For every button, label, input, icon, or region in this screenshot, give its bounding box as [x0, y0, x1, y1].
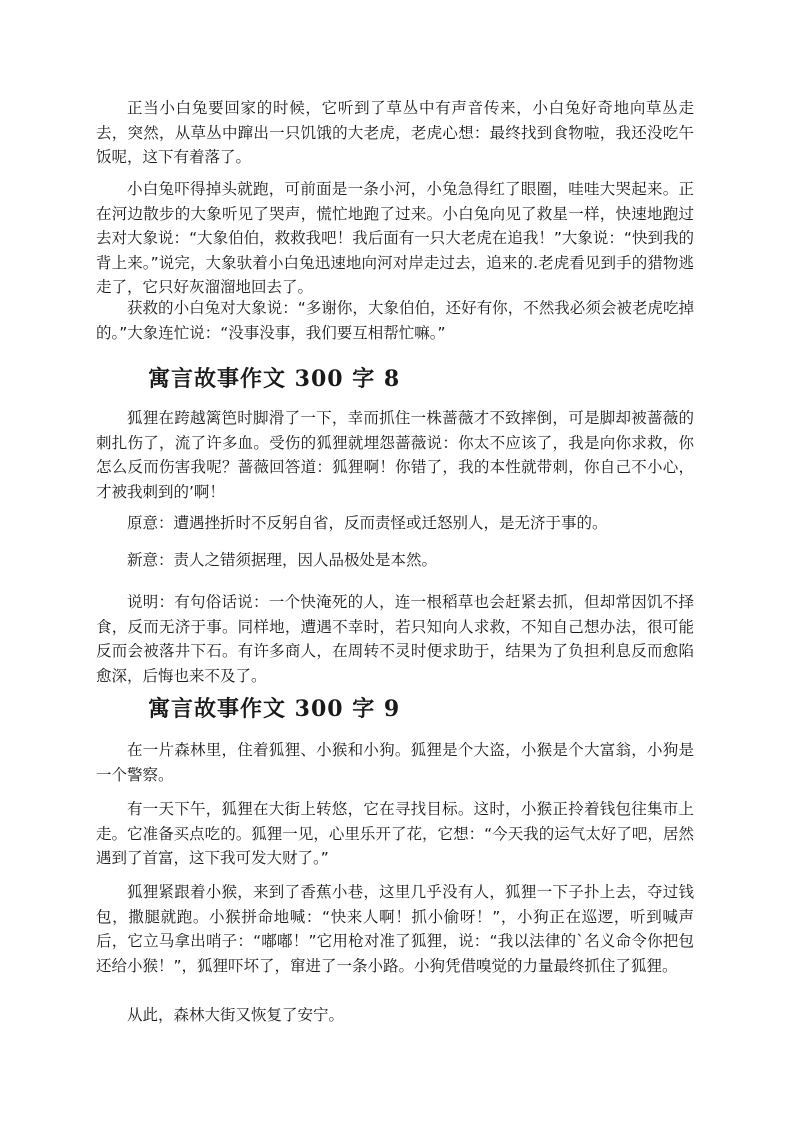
paragraph: 原意：遭遇挫折时不反躬自省，反而责怪或迁怒别人，是无济于事的。 [127, 514, 608, 532]
paragraph: 新意：责人之错须据理，因人品极处是本然。 [127, 551, 438, 569]
paragraph: 获救的小白兔对大象说：“多谢你，大象伯伯，还好有你，不然我必须会被老虎吃掉的。”大象连忙说：“没事没事，我们要互相帮忙嘛。” [96, 299, 694, 342]
paragraph: 在一片森林里，住着狐狸、小猴和小狗。狐狸是个大盗，小猴是个大富翁，小狗是一个警察。 [96, 741, 694, 784]
paragraph: 正当小白兔要回家的时候，它听到了草丛中有声音传来，小白兔好奇地向草丛走去，突然，从草丛中蹿出一只饥饿的大老虎，老虎心想：最终找到食物啦，我还没吃午饭呢，这下有着落了。 [96, 99, 694, 166]
paragraph: 狐狸在跨越篱笆时脚滑了一下，幸而抓住一株蔷薇才不致摔倒，可是脚却被蔷薇的刺扎伤了，流了许多血。受伤的狐狸就埋怨蔷薇说：你太不应该了，我是向你求救，你怎么反而伤害我呢？蔷薇回答道：狐狸啊！你错了，我的本性就带刺，你自己不小心，才被我刺到的’啊！ [96, 409, 694, 501]
paragraph: 狐狸紧跟着小猴，来到了香蕉小巷，这里几乎没有人，狐狸一下子扑上去，夺过钱包，撒腿就跑。小猴拼命地喊：“快来人啊！抓小偷呀！”，小狗正在巡逻，听到喊声后，它立马拿出哨子：“嘟嘟！”它用枪对准了狐狸，说：“我以法律的`名义命令你把包还给小猴！”，狐狸吓坏了，窜进了一条小路。小狗凭借嗅觉的力量最终抓住了狐狸。 [96, 883, 694, 975]
paragraph: 说明：有句俗话说：一个快淹死的人，连一根稻草也会赶紧去抓，但却常因饥不择食，反而无济于事。同样地，遭遇不幸时，若只知向人求救，不知自己想办法，很可能反而会被落井下石。有许多商人，在周转不灵时便求助于，结果为了负担利息反而愈陷愈深，后悔也来不及了。 [96, 593, 694, 685]
section-heading: 寓言故事作文 300 字 8 [148, 366, 401, 392]
section-heading: 寓言故事作文 300 字 9 [148, 696, 401, 722]
paragraph: 有一天下午，狐狸在大街上转悠，它在寻找目标。这时，小猴正拎着钱包往集市上走。它准备买点吃的。狐狸一见，心里乐开了花，它想：“今天我的运气太好了吧，居然遇到了首富，这下我可发大财了。” [96, 800, 694, 867]
paragraph: 小白兔吓得掉头就跑，可前面是一条小河，小兔急得红了眼圈，哇哇大哭起来。正在河边散步的大象听见了哭声，慌忙地跑了过来。小白兔向见了救星一样，快速地跑过去对大象说：“大象伯伯，救救我吧！我后面有一只大老虎在追我！”大象说：“快到我的背上来。”说完，大象驮着小白兔迅速地向河对岸走过去，追来的.老虎看见到手的猎物逃走了，它只好灰溜溜地回去了。 [96, 180, 694, 296]
paragraph: 从此，森林大街又恢复了安宁。 [127, 1006, 345, 1024]
